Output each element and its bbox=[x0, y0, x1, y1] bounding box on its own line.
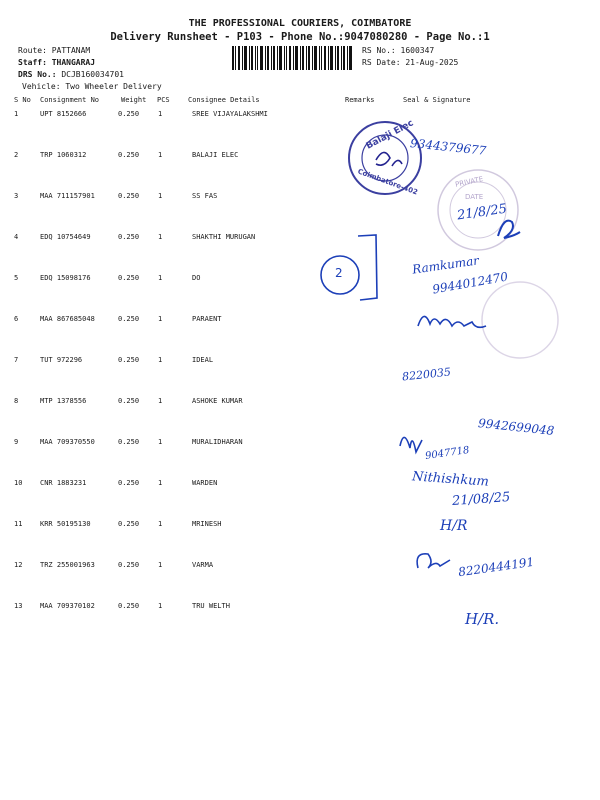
row-sno: 3 bbox=[14, 192, 19, 200]
col-remarks: Remarks bbox=[345, 96, 375, 104]
row-sno: 12 bbox=[14, 561, 23, 569]
row-sno: 5 bbox=[14, 274, 19, 282]
row-consignee: SHAKTHI MURUGAN bbox=[192, 233, 256, 241]
date-stamp-top: PRIVATE bbox=[454, 175, 484, 189]
row-pcs: 1 bbox=[158, 479, 163, 487]
date-stamp-mid: DATE bbox=[465, 193, 484, 201]
row-consignment-no: MAA 867685048 bbox=[40, 315, 95, 323]
row-consignment-no: EDQ 10754649 bbox=[40, 233, 91, 241]
row-consignee: DO bbox=[192, 274, 201, 282]
row-consignment-no: UPT 8152666 bbox=[40, 110, 87, 118]
row-weight: 0.250 bbox=[118, 356, 140, 364]
row-pcs: 1 bbox=[158, 274, 163, 282]
runsheet-title: Delivery Runsheet - P103 - Phone No.:9047080280 - Page No.:1 bbox=[110, 31, 490, 43]
handwritten-name-2: Nithishkum bbox=[411, 469, 490, 490]
rs-date: RS Date: 21-Aug-2025 bbox=[362, 58, 459, 67]
handwritten-date-1: 21/8/25 bbox=[456, 201, 508, 224]
row-consignment-no: MAA 709370550 bbox=[40, 438, 95, 446]
route-label: Route: PATTANAM bbox=[18, 46, 91, 55]
stamp-text-bottom: Coimbatore-402 bbox=[356, 167, 419, 197]
row-weight: 0.250 bbox=[118, 233, 140, 241]
handwritten-name-1: Ramkumar bbox=[411, 253, 480, 277]
row-consignee: SREE VIJAYALAKSHMI bbox=[192, 110, 268, 118]
row-consignment-no: TUT 972296 bbox=[40, 356, 83, 364]
row-consignment-no: EDQ 15098176 bbox=[40, 274, 91, 282]
handwritten-reference-1: 8220035 bbox=[401, 365, 452, 384]
row-weight: 0.250 bbox=[118, 397, 140, 405]
row-sno: 6 bbox=[14, 315, 19, 323]
row-consignee: VARMA bbox=[192, 561, 214, 569]
row-weight: 0.250 bbox=[118, 602, 140, 610]
faint-stamp-2 bbox=[482, 282, 558, 358]
row-weight: 0.250 bbox=[118, 561, 140, 569]
col-sno: S No bbox=[14, 96, 31, 104]
row-weight: 0.250 bbox=[118, 438, 140, 446]
col-seal-signature: Seal & Signature bbox=[403, 96, 471, 104]
bracket-mark bbox=[358, 235, 377, 300]
row-consignment-no: CNR 1883231 bbox=[40, 479, 87, 487]
row-sno: 11 bbox=[14, 520, 23, 528]
drs-label: DRS No.: bbox=[18, 70, 57, 79]
row-sno: 8 bbox=[14, 397, 19, 405]
handwritten-hr-2: H/R. bbox=[465, 610, 500, 628]
row-sno: 4 bbox=[14, 233, 19, 241]
col-consignment: Consignment No bbox=[40, 96, 100, 104]
handwritten-hr-1: H/R bbox=[440, 518, 468, 534]
stamp-text-top: Balaji Elec bbox=[364, 118, 416, 152]
row-pcs: 1 bbox=[158, 438, 163, 446]
row-pcs: 1 bbox=[158, 110, 163, 118]
rs-number: RS No.: 1600347 bbox=[362, 46, 435, 55]
row-pcs: 1 bbox=[158, 233, 163, 241]
row-pcs: 1 bbox=[158, 561, 163, 569]
row-sno: 13 bbox=[14, 602, 23, 610]
row-pcs: 1 bbox=[158, 397, 163, 405]
handwritten-phone-1: 9344379677 bbox=[409, 136, 487, 158]
row-weight: 0.250 bbox=[118, 520, 140, 528]
row-consignee: SS FAS bbox=[192, 192, 218, 200]
row-consignee: ASHOKE KUMAR bbox=[192, 397, 243, 405]
handwritten-phone-4: 8220444191 bbox=[457, 554, 535, 580]
handwritten-phone-3: 9942699048 bbox=[477, 416, 555, 438]
row-consignment-no: MTP 1378556 bbox=[40, 397, 87, 405]
vehicle-label: Vehicle: Two Wheeler Delivery bbox=[22, 82, 162, 91]
row-sno: 9 bbox=[14, 438, 19, 446]
col-weight: Weight bbox=[121, 96, 147, 104]
row-weight: 0.250 bbox=[118, 274, 140, 282]
handwritten-date-2: 21/08/25 bbox=[451, 489, 511, 510]
row-consignment-no: TRZ 255001963 bbox=[40, 561, 95, 569]
staff-label: Staff: THANGARAJ bbox=[18, 58, 96, 67]
handwritten-phone-2: 9944012470 bbox=[431, 269, 509, 297]
row-consignee: BALAJI ELEC bbox=[192, 151, 239, 159]
row-consignee: MURALIDHARAN bbox=[192, 438, 243, 446]
row-pcs: 1 bbox=[158, 520, 163, 528]
col-pcs: PCS bbox=[157, 96, 170, 104]
row-pcs: 1 bbox=[158, 315, 163, 323]
row-weight: 0.250 bbox=[118, 479, 140, 487]
row-weight: 0.250 bbox=[118, 192, 140, 200]
row-consignee: WARDEN bbox=[192, 479, 218, 487]
handwritten-reference-2: 9047718 bbox=[424, 444, 471, 463]
row-consignee: MRINESH bbox=[192, 520, 222, 528]
row-consignment-no: TRP 1060312 bbox=[40, 151, 87, 159]
col-consignee: Consignee Details bbox=[188, 96, 260, 104]
row-weight: 0.250 bbox=[118, 110, 140, 118]
row-weight: 0.250 bbox=[118, 315, 140, 323]
row-sno: 7 bbox=[14, 356, 19, 364]
row-consignee: PARAENT bbox=[192, 315, 222, 323]
row-pcs: 1 bbox=[158, 356, 163, 364]
row-consignment-no: KRR 50195130 bbox=[40, 520, 91, 528]
row-pcs: 1 bbox=[158, 151, 163, 159]
signature-row6 bbox=[418, 316, 486, 327]
row-sno: 2 bbox=[14, 151, 19, 159]
circled-number: 2 bbox=[335, 266, 343, 280]
row-sno: 10 bbox=[14, 479, 23, 487]
company-title: THE PROFESSIONAL COURIERS, COIMBATORE bbox=[188, 18, 412, 29]
row-pcs: 1 bbox=[158, 602, 163, 610]
signature-row9 bbox=[400, 437, 422, 452]
drs-value: DCJB160034701 bbox=[61, 70, 124, 79]
row-consignment-no: MAA 711157901 bbox=[40, 192, 95, 200]
row-pcs: 1 bbox=[158, 192, 163, 200]
row-sno: 1 bbox=[14, 110, 19, 118]
row-consignee: TRU WELTH bbox=[192, 602, 230, 610]
row-consignment-no: MAA 709370102 bbox=[40, 602, 95, 610]
row-consignee: IDEAL bbox=[192, 356, 214, 364]
signature-row12 bbox=[417, 554, 450, 568]
row-weight: 0.250 bbox=[118, 151, 140, 159]
